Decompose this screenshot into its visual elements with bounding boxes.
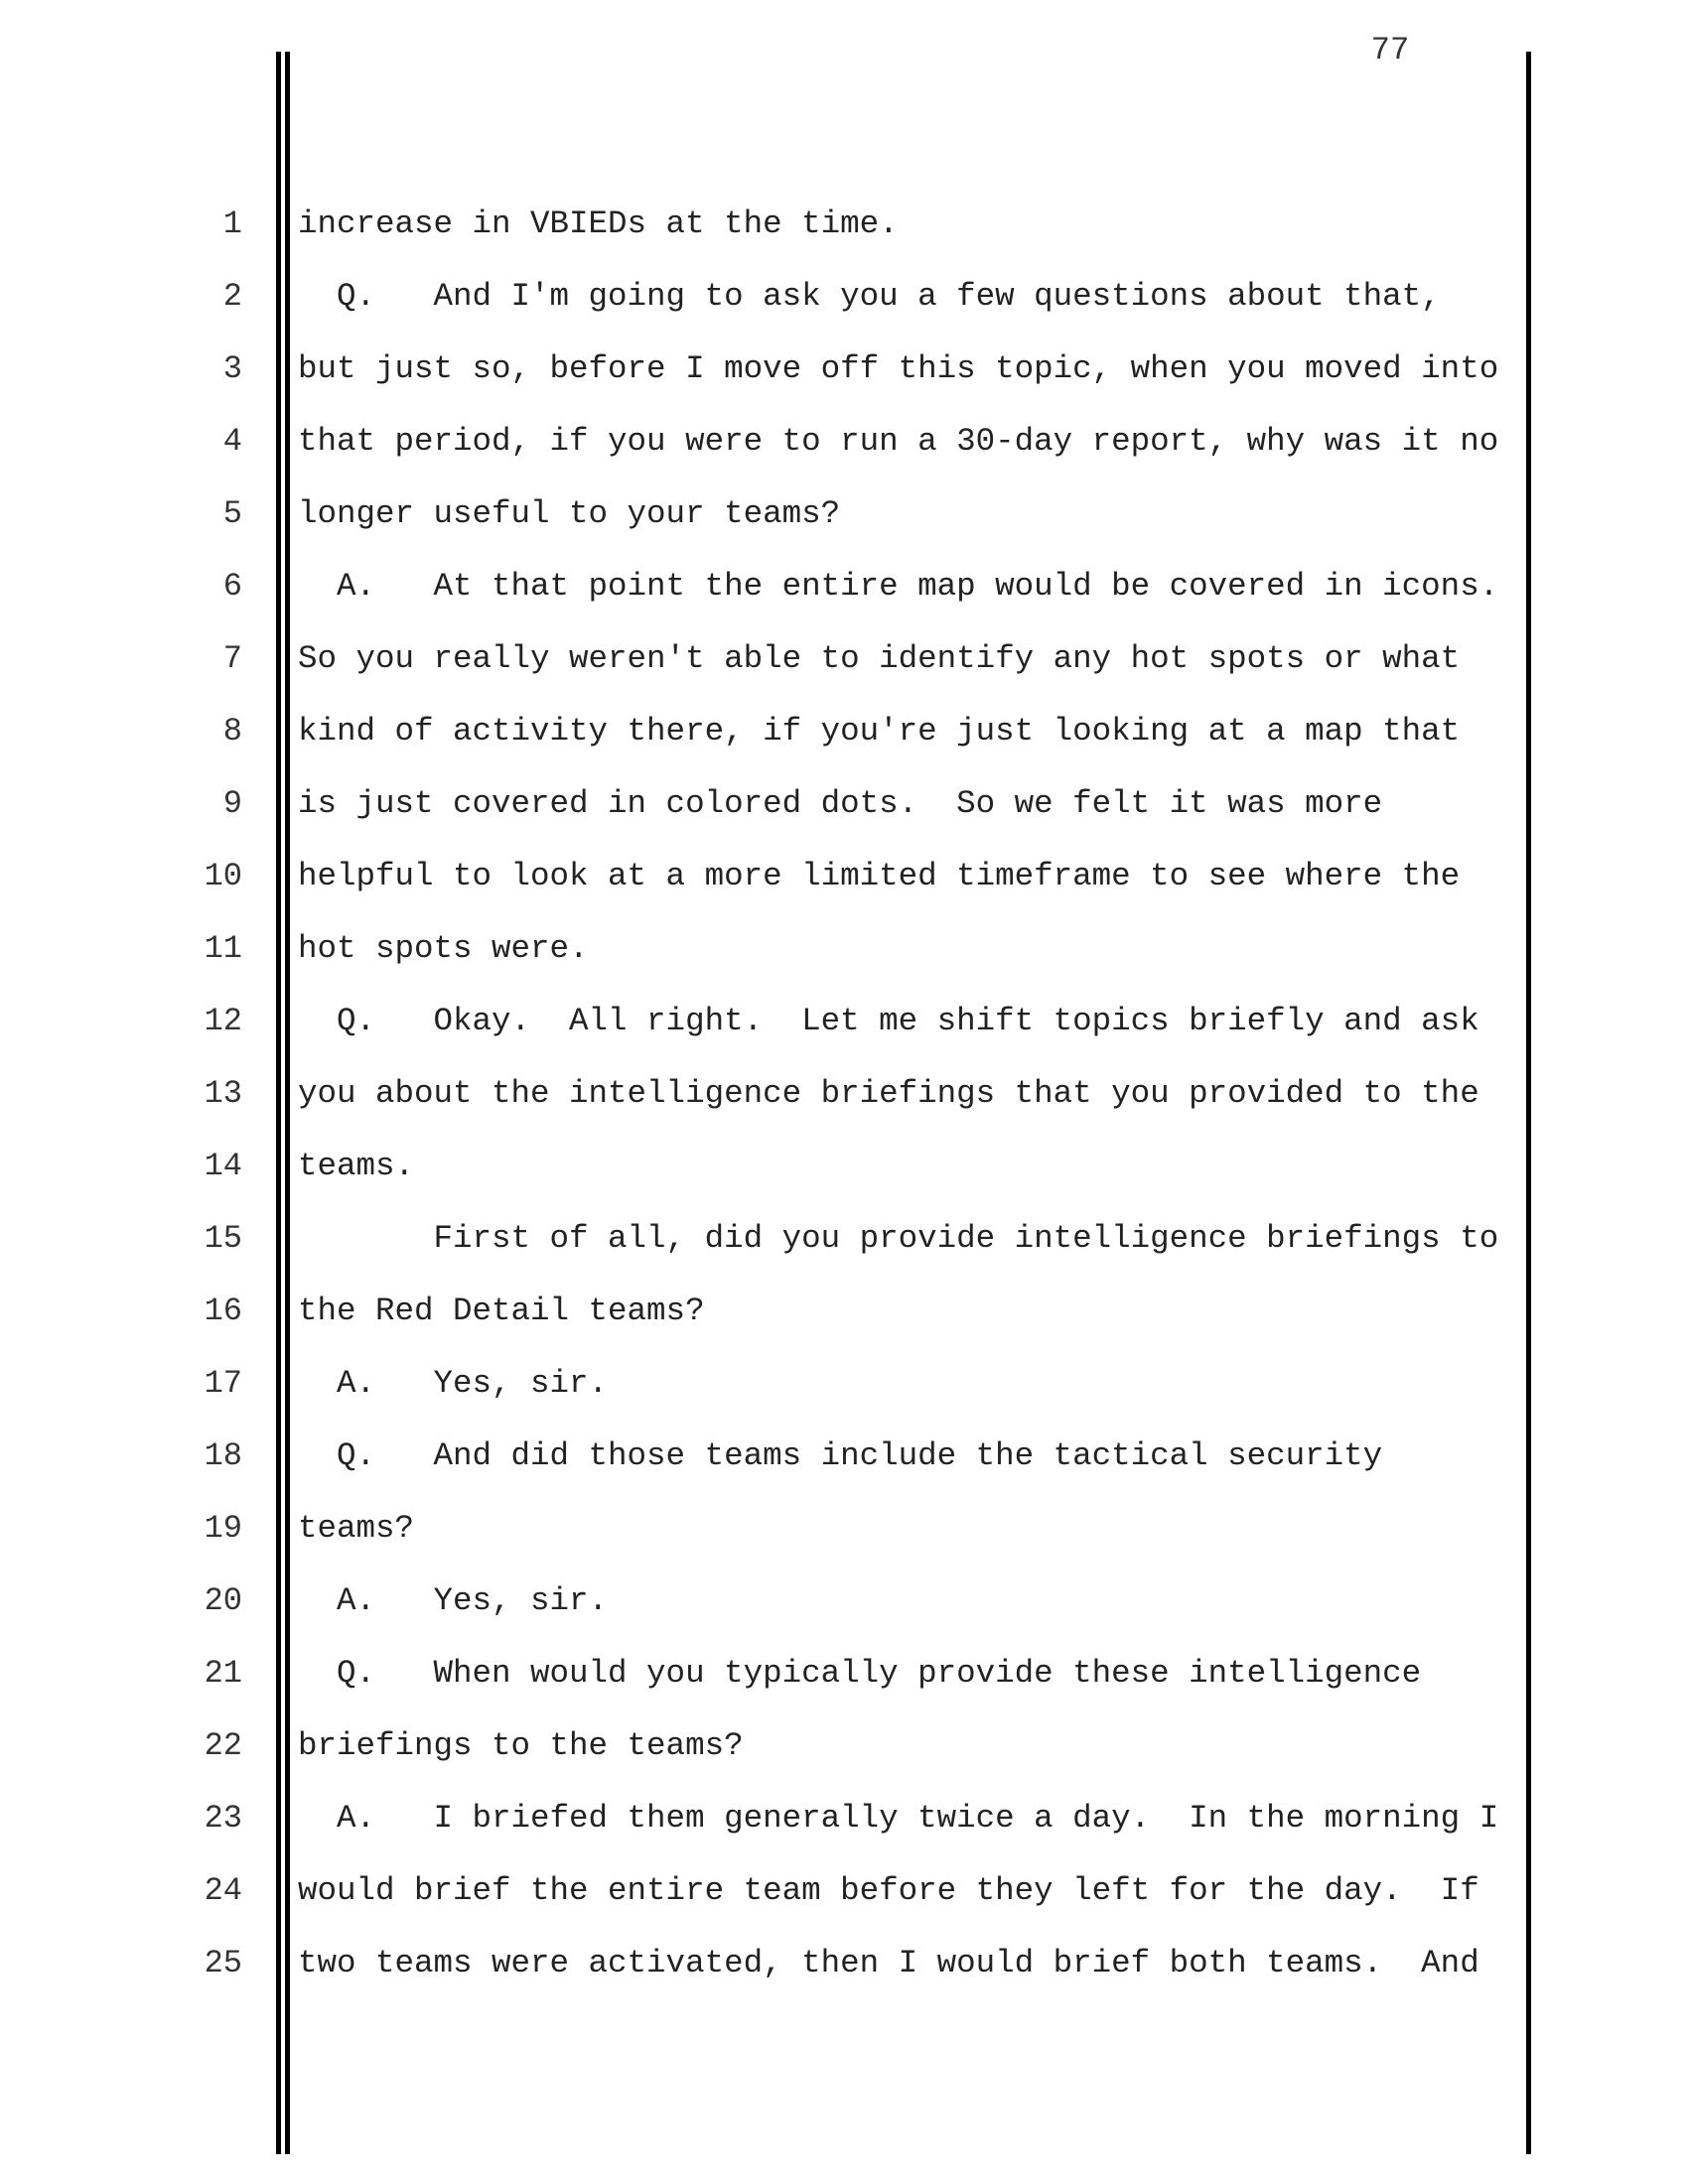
line-text: longer useful to your teams? (298, 495, 841, 532)
transcript-line (0, 1644, 1688, 1704)
transcript-line (0, 774, 1688, 834)
line-text: teams? (298, 1510, 415, 1547)
line-text: A. At that point the entire map would be covered in icons. (298, 568, 1499, 605)
page-number: 77 (1370, 32, 1410, 68)
transcript-line (0, 702, 1688, 761)
transcript-line (0, 484, 1688, 544)
line-number: 20 (204, 1582, 242, 1619)
transcript-line (0, 1282, 1688, 1341)
line-number: 10 (204, 858, 242, 894)
line-number: 4 (222, 423, 242, 460)
transcript-line (0, 629, 1688, 689)
transcript-line (0, 1209, 1688, 1269)
line-number: 14 (204, 1148, 242, 1184)
line-text: briefings to the teams? (298, 1727, 744, 1764)
line-number: 5 (222, 495, 242, 532)
line-number: 11 (204, 930, 242, 967)
line-text: A. Yes, sir. (298, 1582, 609, 1619)
line-number: 22 (204, 1727, 242, 1764)
line-number: 19 (204, 1510, 242, 1547)
transcript-line (0, 1861, 1688, 1921)
transcript-line (0, 847, 1688, 906)
transcript-line (0, 992, 1688, 1051)
line-text: Q. Okay. All right. Let me shift topics briefly and ask (298, 1003, 1479, 1039)
line-text: is just covered in colored dots. So we felt it was more (298, 785, 1383, 822)
line-text: increase in VBIEDs at the time. (298, 205, 899, 242)
transcript-line (0, 1934, 1688, 1993)
transcript-line (0, 1499, 1688, 1559)
transcript-line (0, 1716, 1688, 1776)
transcript-line (0, 919, 1688, 979)
line-text: So you really weren't able to identify any hot spots or what (298, 640, 1461, 677)
line-text: would brief the entire team before they left for the day. If (298, 1872, 1479, 1909)
transcript-line (0, 1789, 1688, 1848)
line-text: Q. And I'm going to ask you a few questions about that, (298, 278, 1441, 315)
line-text: teams. (298, 1148, 415, 1184)
line-number: 23 (204, 1800, 242, 1837)
transcript-line (0, 1064, 1688, 1124)
transcript-line (0, 267, 1688, 327)
line-number: 21 (204, 1655, 242, 1692)
transcript-line (0, 557, 1688, 616)
line-number: 7 (222, 640, 242, 677)
line-text: A. Yes, sir. (298, 1365, 609, 1402)
line-text: Q. When would you typically provide these intelligence (298, 1655, 1422, 1692)
line-text: helpful to look at a more limited timeframe to see where the (298, 858, 1461, 894)
line-number: 24 (204, 1872, 242, 1909)
line-number: 3 (222, 350, 242, 387)
line-number: 2 (222, 278, 242, 315)
transcript-line (0, 340, 1688, 399)
line-text: that period, if you were to run a 30-day report, why was it no (298, 423, 1499, 460)
transcript-line (0, 412, 1688, 472)
line-number: 16 (204, 1293, 242, 1329)
line-text: you about the intelligence briefings that you provided to the (298, 1075, 1479, 1112)
line-text: A. I briefed them generally twice a day. In the morning I (298, 1800, 1499, 1837)
line-number: 1 (222, 205, 242, 242)
line-number: 12 (204, 1003, 242, 1039)
line-text: two teams were activated, then I would brief both teams. And (298, 1945, 1479, 1981)
line-text: kind of activity there, if you're just looking at a map that (298, 713, 1461, 750)
line-text: but just so, before I move off this topic, when you moved into (298, 350, 1499, 387)
line-number: 17 (204, 1365, 242, 1402)
line-number: 13 (204, 1075, 242, 1112)
line-number: 18 (204, 1437, 242, 1474)
line-number: 6 (222, 568, 242, 605)
transcript-line (0, 1354, 1688, 1414)
line-number: 15 (204, 1220, 242, 1257)
line-number: 9 (222, 785, 242, 822)
line-text: the Red Detail teams? (298, 1293, 705, 1329)
transcript-line (0, 1571, 1688, 1631)
transcript-line (0, 1427, 1688, 1486)
transcript-line (0, 195, 1688, 254)
line-text: First of all, did you provide intelligence briefings to (298, 1220, 1499, 1257)
transcript-line (0, 1137, 1688, 1196)
line-text: hot spots were. (298, 930, 589, 967)
line-number: 25 (204, 1945, 242, 1981)
line-number: 8 (222, 713, 242, 750)
line-text: Q. And did those teams include the tactical security (298, 1437, 1383, 1474)
